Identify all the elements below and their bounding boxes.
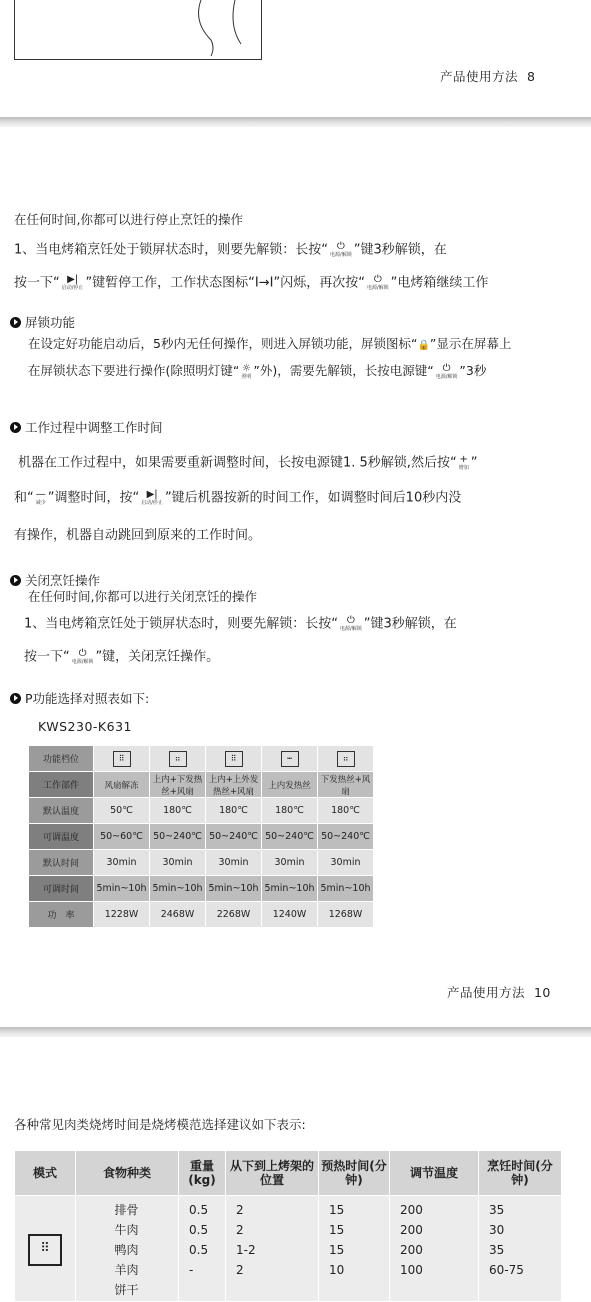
function-table-cell: 下发热丝+风扇 — [318, 772, 374, 798]
meat-table-cell: 牛肉 — [114, 1223, 139, 1237]
function-table-cell: 1228W — [94, 902, 150, 928]
function-table-row — [29, 746, 374, 772]
power-key-icon: ⏻ 电源/解锁 — [435, 362, 458, 380]
function-table-row — [29, 850, 374, 876]
play-bullet-icon — [10, 317, 21, 328]
meat-table-cell: 羊肉 — [114, 1263, 139, 1277]
plus-key-icon: + 增加 — [458, 454, 469, 471]
meat-table-cell: 200 — [400, 1223, 423, 1237]
meat-table-header: 预热时间(分钟) — [319, 1151, 390, 1196]
meat-table-cell: 2 — [236, 1223, 244, 1237]
function-table-header: 默认时间 — [29, 850, 94, 876]
meat-table-cell: 0.5 — [189, 1223, 209, 1237]
power-key-icon: ⏻ 电源/解锁 — [71, 648, 94, 665]
function-table-header: 可调温度 — [29, 824, 94, 850]
adjust-line1: 机器在工作过程中，如果需要重新调整时间，长按电源键1. 5秒解锁,然后按“ + 增加 ” — [18, 454, 478, 471]
oven-mode-icon: ⠿ — [225, 751, 243, 767]
function-table-cell: 30min — [150, 850, 206, 876]
power-key-icon: ⏻ 电源/解锁 — [330, 241, 352, 258]
page-footer-10: 产品使用方法 10 — [447, 985, 551, 1000]
meat-table — [14, 1150, 562, 1302]
lock-icon: 🔒 — [417, 340, 430, 351]
meat-intro: 各种常见肉类烧烤时间是烧烤模范选择建议如下表示: — [14, 1117, 306, 1132]
adjust-section-title: 工作过程中调整工作时间 — [10, 418, 163, 436]
page-footer-8: 产品使用方法 8 — [440, 69, 536, 84]
function-table-cell: 2468W — [150, 902, 206, 928]
function-table-cell: 180℃ — [262, 798, 318, 824]
stop-intro: 在任何时间,你都可以进行停止烹饪的操作 — [14, 212, 243, 227]
meat-table-cell: 10 — [329, 1263, 345, 1277]
power-key-icon: ⏻ 电源/解锁 — [340, 615, 362, 632]
meat-table-mode-cell — [15, 1196, 76, 1302]
meat-table-cell: 35 — [489, 1243, 505, 1257]
function-table-row — [29, 824, 374, 850]
start-stop-key-icon: ▶| 启动/停止 — [61, 274, 84, 291]
oven-mode-icon: ⠶ — [169, 751, 187, 767]
function-table — [28, 745, 374, 928]
oven-mode-icon: ⠿ — [113, 751, 131, 767]
function-table-row — [29, 902, 374, 928]
meat-table-cell: 2 — [236, 1263, 244, 1277]
meat-table-header: 调节温度 — [390, 1151, 479, 1196]
function-table-cell: 上内发热丝 — [262, 772, 318, 798]
lock-line1: 在设定好功能启动后，5秒内无任何操作，则进入屏锁功能，屏锁图标“🔒”显示在屏幕上 — [28, 336, 512, 351]
meat-table-cell: 30 — [489, 1223, 505, 1237]
meat-table-cell: 60-75 — [489, 1263, 524, 1277]
meat-table-cell: 15 — [329, 1203, 345, 1217]
meat-table-cell — [489, 1280, 560, 1300]
function-table-cell — [318, 746, 374, 772]
stop-step-line1: 1、当电烤箱烹饪处于锁屏状态时，则要先解锁：长按“ ⏻ 电源/解锁 ”键3秒解锁，在 — [14, 241, 447, 258]
adjust-line2: 和“ — 减少 ”调整时间，按“ ▶| 启动/停止 ”键后机器按新的时间工作，如调整时间后10秒内没 — [14, 489, 462, 506]
meat-table-header: 模式 — [15, 1151, 76, 1196]
function-table-cell — [94, 746, 150, 772]
function-table-cell: 30min — [206, 850, 262, 876]
function-table-cell: 风扇解冻 — [94, 772, 150, 798]
function-table-cell — [206, 746, 262, 772]
meat-table-cell: 100 — [400, 1263, 423, 1277]
meat-table-cell: 200 — [400, 1243, 423, 1257]
meat-table-cell: 1-2 — [236, 1243, 256, 1257]
meat-table-column-weights — [179, 1196, 226, 1302]
function-table-cell: 1240W — [262, 902, 318, 928]
function-table-header: 功能档位 — [29, 746, 94, 772]
function-table-header: 可调时间 — [29, 876, 94, 902]
close-section-title: 关闭烹饪操作 — [10, 571, 100, 589]
oven-mode-icon: ┅ — [281, 751, 299, 767]
function-table-row — [29, 798, 374, 824]
function-table-cell: 50~60℃ — [94, 824, 150, 850]
function-table-header: 功 率 — [29, 902, 94, 928]
lock-line2: 在屏锁状态下要进行操作(除照明灯键“ ☼ 照明 ”外)，需要先解锁，长按电源键“ ⏻ 电源/解锁 ”3秒 — [28, 362, 487, 380]
meat-table-cell — [189, 1280, 224, 1300]
meat-table-cell: 15 — [329, 1243, 345, 1257]
meat-table-cell: 饼干 — [114, 1283, 139, 1297]
oven-grill-icon: ⠿ — [28, 1234, 62, 1266]
meat-table-cell: 2 — [236, 1203, 244, 1217]
power-key-icon: ⏻ 电源/解锁 — [366, 274, 389, 291]
meat-table-cell: 200 — [400, 1203, 423, 1217]
meat-table-cell: 35 — [489, 1203, 505, 1217]
function-table-cell: 上内+下发热丝+风扇 — [150, 772, 206, 798]
function-table-cell: 2268W — [206, 902, 262, 928]
function-table-cell: 5min~10h — [318, 876, 374, 902]
meat-table-column-foods — [76, 1196, 179, 1302]
meat-table-cell: 鸭肉 — [114, 1243, 139, 1257]
meat-table-cell — [236, 1280, 317, 1300]
meat-table-column-temps — [390, 1196, 479, 1302]
function-table-cell: 180℃ — [150, 798, 206, 824]
play-bullet-icon — [10, 422, 21, 433]
function-table-cell: 5min~10h — [262, 876, 318, 902]
stop-step-line2: 按一下“ ▶| 启动/停止 ”键暂停工作，工作状态图标“I→I”闪烁，再次按“ ⏻ 电源/解锁 ”电烤箱继续工作 — [14, 274, 489, 291]
close-intro: 在任何时间,你都可以进行关闭烹饪的操作 — [28, 589, 257, 604]
play-bullet-icon — [10, 693, 21, 704]
meat-table-cell: 0.5 — [189, 1203, 209, 1217]
function-table-cell: 1268W — [318, 902, 374, 928]
meat-table-cell: - — [189, 1263, 194, 1277]
meat-table-header: 食物种类 — [76, 1151, 179, 1196]
function-table-cell: 上内+上外发热丝+风扇 — [206, 772, 262, 798]
function-table-row — [29, 876, 374, 902]
function-table-cell: 50℃ — [94, 798, 150, 824]
function-table-cell — [262, 746, 318, 772]
function-table-row — [29, 772, 374, 798]
function-table-cell: 50~240℃ — [150, 824, 206, 850]
function-table-cell: 180℃ — [206, 798, 262, 824]
page-divider — [0, 117, 591, 127]
function-table-cell: 5min~10h — [150, 876, 206, 902]
function-table-cell: 180℃ — [318, 798, 374, 824]
close-line1: 1、当电烤箱烹饪处于锁屏状态时，则要先解锁：长按“ ⏻ 电源/解锁 ”键3秒解锁，在 — [24, 615, 457, 632]
lock-section-title: 屏锁功能 — [10, 313, 75, 331]
start-stop-key-icon: ▶| 启动/停止 — [141, 489, 163, 506]
light-key-icon: ☼ 照明 — [241, 362, 252, 380]
page-divider — [0, 1027, 591, 1037]
minus-key-icon: — 减少 — [35, 489, 46, 506]
ptable-title: P功能选择对照表如下: — [10, 689, 149, 707]
meat-table-header: 重量(kg) — [179, 1151, 226, 1196]
oven-mode-icon: ⠶ — [337, 751, 355, 767]
meat-table-cell — [400, 1280, 477, 1300]
meat-table-column-positions — [226, 1196, 319, 1302]
function-table-cell: 50~240℃ — [318, 824, 374, 850]
function-table-header: 默认温度 — [29, 798, 94, 824]
meat-table-column-preheat — [319, 1196, 390, 1302]
meat-table-column-times — [479, 1196, 562, 1302]
function-table-cell: 30min — [318, 850, 374, 876]
function-table-header: 工作部件 — [29, 772, 94, 798]
function-table-cell: 50~240℃ — [206, 824, 262, 850]
function-table-cell: 5min~10h — [206, 876, 262, 902]
function-table-cell: 30min — [262, 850, 318, 876]
function-table-cell: 50~240℃ — [262, 824, 318, 850]
close-line2: 按一下“ ⏻ 电源/解锁 ”键，关闭烹饪操作。 — [24, 648, 220, 665]
play-bullet-icon — [10, 575, 21, 586]
meat-table-cell — [329, 1280, 388, 1300]
function-table-cell — [150, 746, 206, 772]
function-table-cell: 5min~10h — [94, 876, 150, 902]
meat-table-cell: 15 — [329, 1223, 345, 1237]
meat-table-header: 从下到上烤架的位置 — [226, 1151, 319, 1196]
meat-table-header: 烹饪时间(分钟) — [479, 1151, 562, 1196]
meat-table-cell: 0.5 — [189, 1243, 209, 1257]
adjust-line3: 有操作，机器自动跳回到原来的工作时间。 — [14, 528, 262, 543]
sketch-lines — [15, 0, 261, 58]
model-number: KWS230-K631 — [38, 719, 132, 734]
function-table-cell: 30min — [94, 850, 150, 876]
meat-table-cell: 排骨 — [114, 1203, 139, 1217]
illustration-frame — [14, 0, 262, 60]
work-state-icon: I→I — [254, 275, 274, 291]
